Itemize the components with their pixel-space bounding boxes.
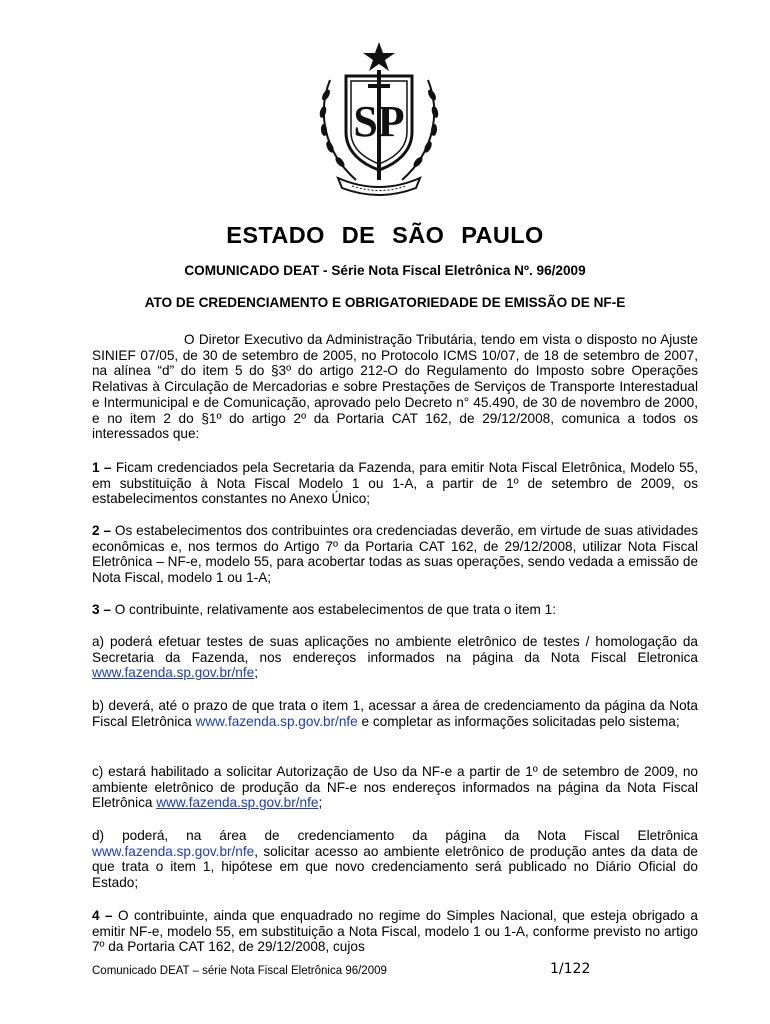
sao-paulo-coat-of-arms-icon [316, 40, 442, 200]
page-number: 1/122 [550, 961, 591, 977]
page-title: ESTADO DE SÃO PAULO [226, 222, 544, 248]
item-3d-paragraph [92, 828, 698, 891]
item-4-number: 4 – [92, 908, 113, 923]
item-3c-end: ; [318, 795, 323, 811]
item-3d-text: d) poderá, na área de credenciamento da página da Nota Fiscal Eletrônica [92, 828, 698, 843]
item-3b-end: e completar as informações solicitadas pelo sistema; [361, 713, 680, 729]
item-3a-text: a) poderá efetuar testes de suas aplicações no ambiente eletrônico de testes / homologação da Secretaria da Fazenda, nos endereços informados na página da Nota Fiscal Eletronica [92, 634, 698, 665]
item-2-text: Os estabelecimentos dos contribuintes ora credenciadas deverão, em virtude de suas atividades econômicas e, nos termos do Artigo 7º da Portaria CAT 162, de 29/12/2008, utilizar Nota Fiscal Eletrônica – NF-e, modelo 55, para acobertar todas as suas operações, sendo vedada a emissão de Nota Fiscal, modelo 1 ou 1-A; [92, 523, 698, 586]
item-2-paragraph [92, 523, 698, 586]
item-3a-end: ; [254, 665, 258, 681]
item-1-paragraph [92, 460, 698, 507]
item-3c-paragraph [92, 764, 698, 811]
communique-subtitle: COMUNICADO DEAT - Série Nota Fiscal Eletrônica Nº. 96/2009 [184, 263, 586, 278]
item-4-paragraph [92, 908, 698, 955]
item-3-text: O contribuinte, relativamente aos estabelecimentos de que trata o item 1: [114, 602, 556, 617]
item-3b-text: b) deverá, até o prazo de que trata o item 1, acessar a área de credenciamento da página da Nota Fiscal Eletrônica [92, 698, 698, 729]
page-footer [92, 963, 698, 979]
item-4-text: O contribuinte, ainda que enquadrado no regime do Simples Nacional, que esteja obrigado a emitir NF-e, modelo 55, em substituição a Nota Fiscal, modelo 1 ou 1-A, conforme previsto no artigo 7º da Portaria CAT 162, de 29/12/2008, cujos [92, 908, 698, 955]
item-3d-end: , solicitar acesso ao ambiente eletrônico de produção antes da data de que trata o item 1, hipótese em que novo credenciamento será publicado no Diário Oficial do Estado; [92, 843, 698, 891]
crest-letters: SP [353, 97, 405, 146]
item-3d-link[interactable]: www.fazenda.sp.gov.br/nfe [92, 843, 255, 859]
item-2-number: 2 – [92, 523, 112, 538]
intro-paragraph [92, 332, 698, 442]
item-3b-paragraph [92, 698, 698, 729]
item-1-number: 1 – [92, 460, 112, 475]
intro-text: O Diretor Executivo da Administração Tributária, tendo em vista o disposto no Ajuste SINIEF 07/05, de 30 de setembro de 2005, no Protocolo ICMS 10/07, de 18 de setembro de 2007, na alínea “d” do item 5 do §3º do artigo 212-O do Regulamento do Imposto sobre Operações Relativas à Circulação de Mercadorias e sobre Prestações de Serviços de Transporte Interestadual e Intermunicipal e de Comunicação, aprovado pelo Decreto n° 45.490, de 30 de novembro de 2000, e no item 2 do §1º do artigo 2º da Portaria CAT 162, de 29/12/2008, comunica a todos os interessados que: [92, 332, 698, 442]
item-3a-paragraph [92, 634, 698, 681]
item-3b-link[interactable]: www.fazenda.sp.gov.br/nfe [195, 713, 358, 729]
item-3-paragraph [92, 602, 698, 618]
footer-text: Comunicado DEAT – série Nota Fiscal Eletrônica 96/2009 [92, 965, 387, 977]
item-3c-text: c) estará habilitado a solicitar Autorização de Uso da NF-e a partir de 1º de setembro de 2009, no ambiente eletrônico de produção da NF-e nos endereços informados na página da Nota Fiscal Eletrônica [92, 764, 698, 811]
item-3a-link[interactable]: www.fazenda.sp.gov.br/nfe [92, 665, 255, 681]
item-3-number: 3 – [92, 602, 111, 617]
act-subtitle: ATO DE CREDENCIAMENTO E OBRIGATORIEDADE DE EMISSÃO DE NF-E [144, 295, 626, 310]
item-3c-link[interactable]: www.fazenda.sp.gov.br/nfe [156, 795, 319, 811]
item-1-text: Ficam credenciados pela Secretaria da Fazenda, para emitir Nota Fiscal Eletrônica, Modelo 55, em substituição à Nota Fiscal Modelo 1 ou 1-A, a partir de 1º de setembro de 2009, os estabelecimentos constantes no Anexo Único; [92, 460, 698, 507]
